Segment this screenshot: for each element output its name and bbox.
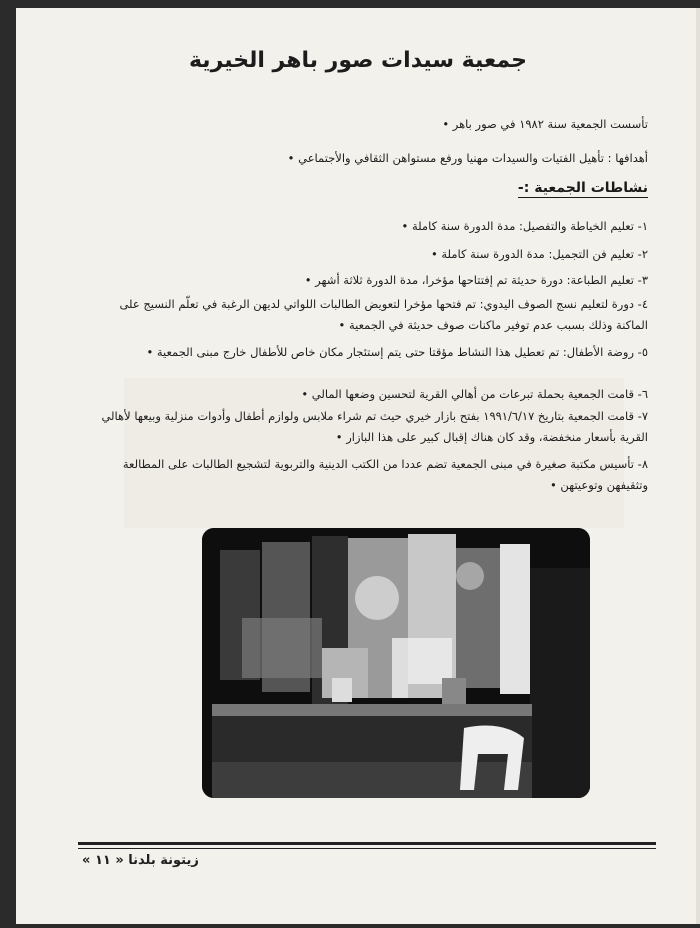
activity-item-4: ٤- دورة لتعليم نسج الصوف اليدوي: تم فتحها مؤخرا لتعويض الطالبات اللواتي لديهن الرغبة في تعلّم النسيج على الماكنة وذلك بسبب عدم توفير ماكنات صوف حديثة في الجمعية • [119,297,648,332]
bazaar-photo-illustration [202,528,590,798]
activity-item-2: ٢- تعليم فن التجميل: مدة الدورة سنة كاملة • [430,247,648,261]
activity-item-8: ٨- تأسيس مكتبة صغيرة في مبنى الجمعية تضم عددا من الكتب الدينية والتربوية لتشجيع الطالبات على المطالعة وتثقيفهن وتوعيتهن • [122,457,648,492]
founding-info: تأسست الجمعية سنة ١٩٨٢ في صور باهر • [442,117,648,131]
magazine-page [16,8,700,924]
activity-item-5: ٥- روضة الأطفال: تم تعطيل هذا النشاط مؤقتا حتى يتم إستئجار مكان خاص للأطفال خارج مبنى الجمعية • [146,345,648,359]
activity-item-1: ١- تعليم الخياطة والتفصيل: مدة الدورة سنة كاملة • [401,219,648,233]
goals-statement: أهدافها : تأهيل الفتيات والسيدات مهنيا ورفع مستواهن الثقافي والأجتماعي • [287,151,648,165]
footer-page-label: زيتونة بلدنا « ١١ » [82,853,199,868]
footer-rule-thin [78,848,656,849]
activity-item-3: ٣- تعليم الطباعة: دورة حديثة تم إفتتاحها مؤخرا، مدة الدورة ثلاثة أشهر • [304,273,648,287]
activities-heading: نشاطات الجمعية :- [517,180,648,196]
page-title: جمعية سيدات صور باهر الخيرية [188,48,528,73]
bazaar-photo [202,528,590,798]
activity-item-7: ٧- قامت الجمعية بتاريخ ١٩٩١/٦/١٧ بفتح بازار خيري حيث تم شراء ملابس ولوازم أطفال وأدوات منزلية وبيعها لأهالي القرية بأسعار منخفضة، وقد كان هناك إقبال كبير على هذا البازار • [101,409,648,444]
activity-item-6: ٦- قامت الجمعية بحملة تبرعات من أهالي القرية لتحسين وضعها المالي • [301,387,648,401]
footer-rule-thick [78,842,656,845]
